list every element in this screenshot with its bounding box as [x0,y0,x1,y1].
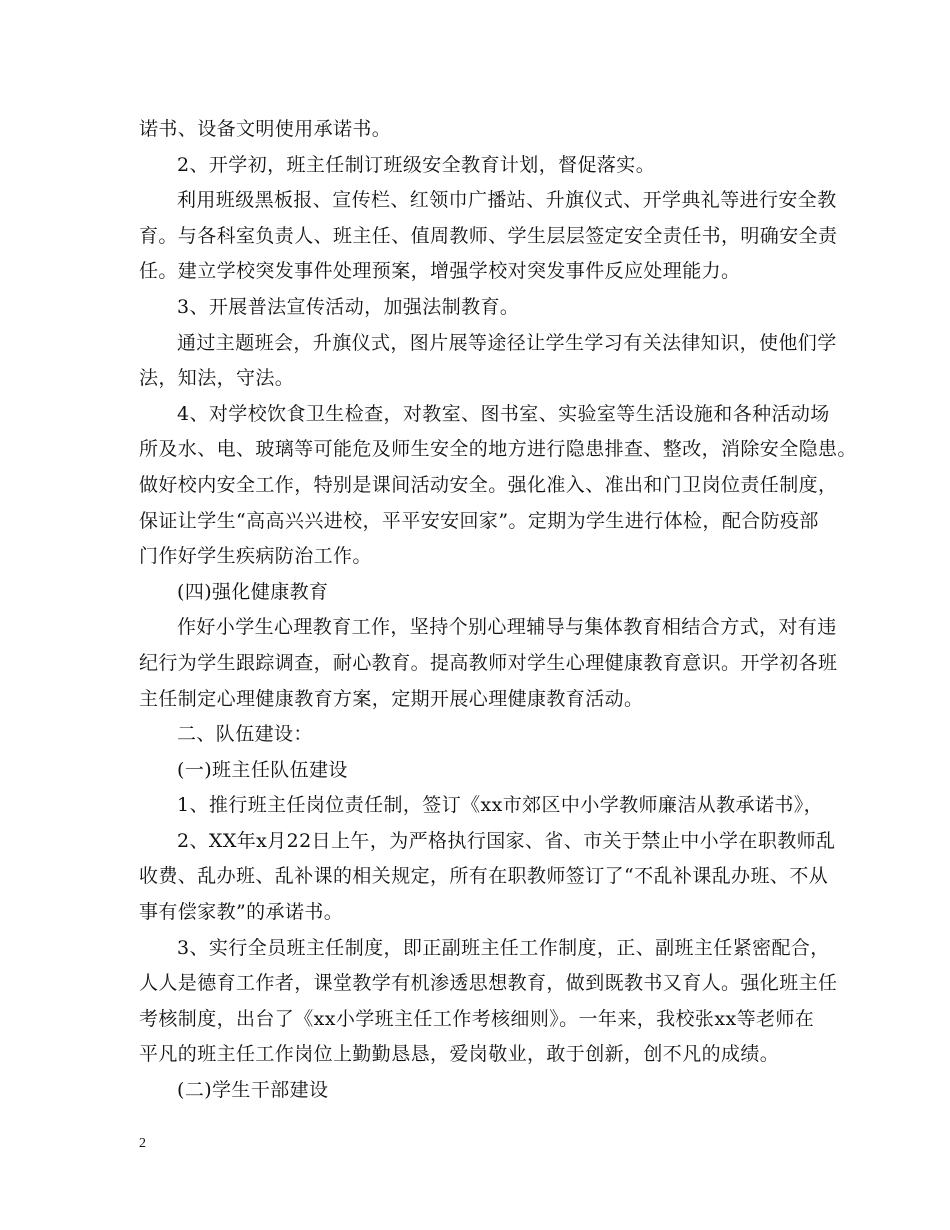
text-line: 利用班级黑板报、宣传栏、红领巾广播站、升旗仪式、开学典礼等进行安全教 [177,189,837,212]
text-line: 1、推行班主任岗位责任制，签订《xx市郊区中小学教师廉洁从教承诺书》， [177,794,824,817]
text-line: 3、开展普法宣传活动，加强法制教育。 [177,295,520,318]
text-line: 考核制度，出台了《xx小学班主任工作考核细则》。一年来，我校张xx等老师在 [139,1007,815,1030]
text-line: 门作好学生疾病防治工作。 [139,545,372,568]
text-line: (四)强化健康教育 [177,580,329,603]
text-line: 法，知法，守法。 [139,367,295,390]
document-body [139,112,857,1109]
text-line: 通过主题班会，升旗仪式，图片展等途径让学生学习有关法律知识，使他们学 [177,331,837,354]
text-line: 收费、乱办班、乱补课的相关规定，所有在职教师签订了“不乱补课乱办班、不从 [139,865,829,888]
text-line: 纪行为学生跟踪调查，耐心教育。提高教师对学生心理健康教育意识。开学初各班 [139,651,838,674]
page-number: 2 [139,1136,146,1151]
text-line: 所及水、电、玻璃等可能危及师生安全的地方进行隐患排查、整改，消除安全隐患。 [139,438,857,461]
text-line: 做好校内安全工作，特别是课间活动安全。强化准入、准出和门卫岗位责任制度， [139,473,838,496]
text-line: 2、XX年x月22日上午，为严格执行国家、省、市关于禁止中小学在职教师乱 [177,829,836,852]
text-line: 作好小学生心理教育工作，坚持个别心理辅导与集体教育相结合方式，对有违 [177,616,837,639]
text-line: 事有偿家教”的承诺书。 [139,901,344,924]
text-line: 3、实行全员班主任制度，即正副班主任工作制度，正、副班主任紧密配合， [177,936,830,959]
text-line: (二)学生干部建设 [177,1079,329,1102]
text-line: 二、队伍建设： [177,723,313,746]
text-line: 保证让学生“高高兴兴进校，平平安安回家”。定期为学生进行体检，配合防疫部 [139,509,819,532]
text-line: 平凡的班主任工作岗位上勤勤恳恳，爱岗敬业，敢于创新，创不凡的成绩。 [139,1043,780,1066]
text-line: 任。建立学校突发事件处理预案，增强学校对突发事件反应处理能力。 [139,260,741,283]
text-line: 诺书、设备文明使用承诺书。 [139,118,392,140]
text-line: 育。与各科室负责人、班主任、值周教师、学生层层签定安全责任书，明确安全责 [139,224,838,247]
text-line: 4、对学校饮食卫生检查，对教室、图书室、实验室等生活设施和各种活动场 [177,402,830,425]
text-line: 2、开学初，班主任制订班级安全教育计划，督促落实。 [177,153,656,176]
text-line: 人人是德育工作者，课堂教学有机渗透思想教育，做到既教书又育人。强化班主任 [139,972,838,995]
text-line: 主任制定心理健康教育方案，定期开展心理健康教育活动。 [139,687,644,710]
text-line: (一)班主任队伍建设 [177,758,348,781]
